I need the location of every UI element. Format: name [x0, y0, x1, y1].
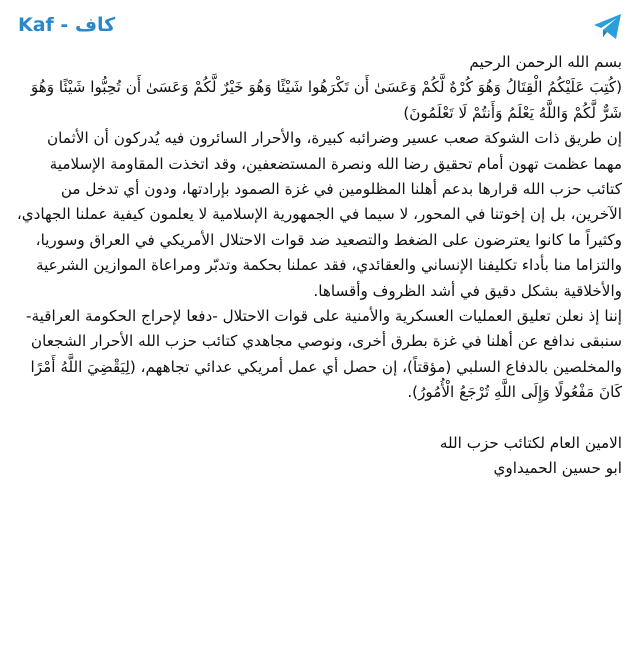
signature-title: الامين العام لكتائب حزب الله	[439, 433, 622, 452]
message-body	[14, 50, 622, 482]
basmala: بسم الله الرحمن الرحيم	[469, 53, 622, 71]
channel-title[interactable]: Kaf - كاف	[18, 14, 116, 36]
channel-header	[0, 0, 640, 52]
paragraph-2: إننا إذ نعلن تعليق العمليات العسكرية والأمنية على قوات الاحتلال -دفعا لإحراج الحكومة العراقية-سنبقى ندافع عن أهلنا في غزة بطرق أخرى، ونوصي مجاهدي كتائب حزب الله الأحرار الشجعان والمخلصين بالدفاع السلبي (مؤقتاً)، إن حصل أي عمل أمريكي عدائي تجاههم، (لِيَقْضِيَ اللَّهُ أَمْرًا كَانَ مَفْعُولًا وَإِلَى اللَّهِ تُرْجَعُ الْأُمُورُ).	[25, 307, 622, 402]
quran-verse: (كُتِبَ عَلَيْكُمُ الْقِتَالُ وَهُوَ كُرْهٌ لَّكُمْ وَعَسَىٰ أَن تَكْرَهُوا شَيْئًا وَهُوَ خَيْرٌ لَّكُمْ وَعَسَىٰ أَن تُحِبُّوا شَيْئًا وَهُوَ شَرٌّ لَّكُمْ وَاللَّهُ يَعْلَمُ وَأَنتُمْ لَا تَعْلَمُونَ)	[30, 78, 622, 122]
spacer	[14, 406, 622, 431]
signature-name: ابو حسين الحميداوي	[493, 459, 622, 478]
paragraph-1: إن طريق ذات الشوكة صعب عسير وضرائبه كبيرة، والأحرار السائرون فيه يُدركون أن الأثمان مهما عظمت تهون أمام تحقيق رضا الله ونصرة المستضعفين، وقد اتخذت المقاومة الإسلامية كتائب حزب الله قرارها بدعم أهلنا المظلومين في غزة الصمود بإرادتها، ودون أي تدخل من الآخرين، بل إن إخوتنا في المحور، لا سيما في الجمهورية الإسلامية لا يعلمون كيفية عملنا الجهادي، وكثيراً ما كانوا يعترضون على الضغط والتصعيد ضد قوات الاحتلال الأمريكي في العراق وسوريا، والتزاما منا بأداء تكليفنا الإنساني والعقائدي، فقد عملنا بحكمة وتدبّر ومراعاة الموازين الشرعية والأخلاقية بشكل دقيق في أشد الظروف وأقساها.	[16, 129, 622, 300]
telegram-icon	[590, 8, 626, 44]
